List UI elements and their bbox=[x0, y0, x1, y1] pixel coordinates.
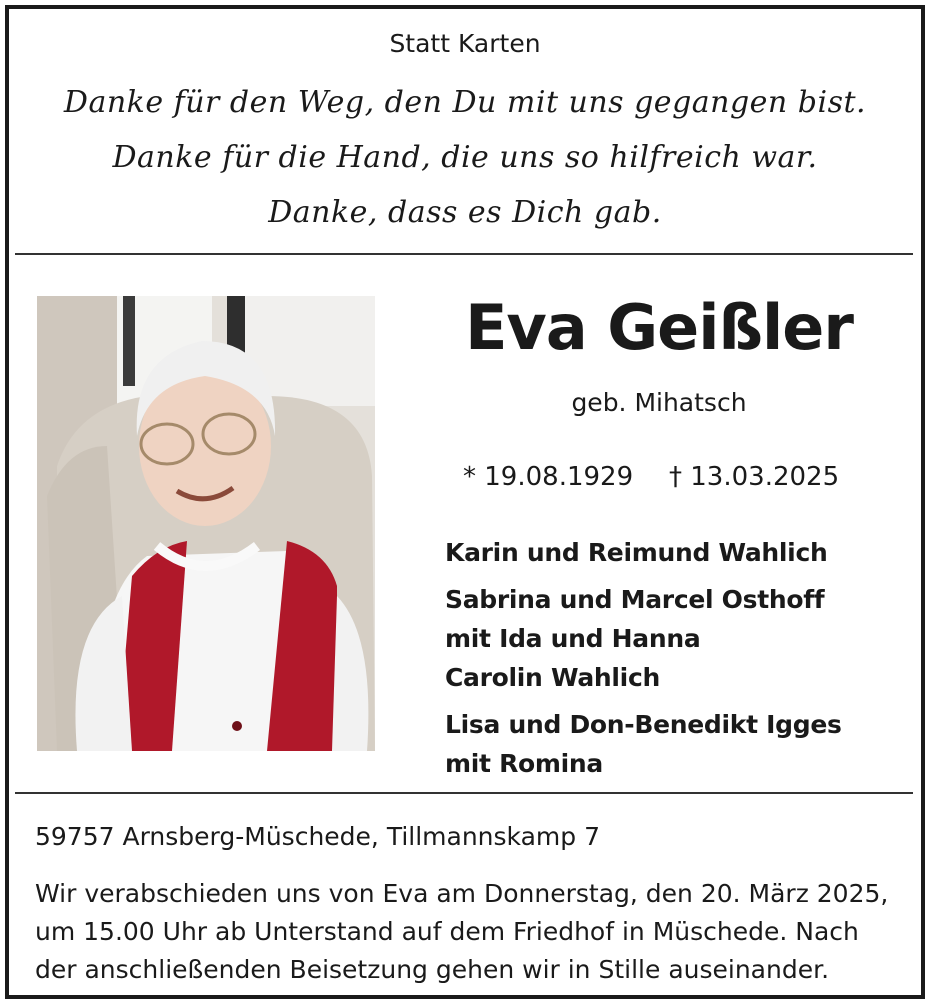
family-address: 59757 Arnsberg-Müschede, Tillmannskamp 7 bbox=[35, 822, 600, 851]
maiden-name: geb. Mihatsch bbox=[571, 388, 747, 417]
notice-line-2: um 15.00 Uhr ab Unterstand auf dem Friedhof in Müschede. Nach bbox=[35, 917, 859, 946]
divider-top bbox=[15, 253, 913, 255]
notice-line-1: Wir verabschieden uns von Eva am Donnerstag, den 20. März 2025, bbox=[35, 879, 889, 908]
family-member-4-children: mit Romina bbox=[445, 749, 603, 778]
portrait-photo bbox=[37, 296, 375, 751]
deceased-name: Eva Geißler bbox=[465, 291, 853, 364]
family-member-3: Carolin Wahlich bbox=[445, 663, 660, 692]
birth-date: * 19.08.1929 bbox=[463, 462, 634, 492]
divider-bottom bbox=[15, 792, 913, 794]
poem-line-3: Danke, dass es Dich gab. bbox=[268, 195, 662, 230]
notice-line-3: der anschließenden Beisetzung gehen wir in Stille auseinander. bbox=[35, 955, 830, 984]
funeral-notice bbox=[35, 875, 905, 989]
header-label: Statt Karten bbox=[389, 29, 541, 58]
family-member-2-children: mit Ida und Hanna bbox=[445, 624, 701, 653]
poem-line-1: Danke für den Weg, den Du mit uns gegangen bist. bbox=[63, 85, 867, 120]
death-date: † 13.03.2025 bbox=[669, 462, 840, 492]
family-member-4: Lisa und Don-Benedikt Igges bbox=[445, 710, 842, 739]
family-member-2: Sabrina und Marcel Osthoff bbox=[445, 585, 825, 614]
obituary-card bbox=[5, 5, 925, 999]
family-member-1: Karin und Reimund Wahlich bbox=[445, 538, 828, 567]
poem-line-2: Danke für die Hand, die uns so hilfreich war. bbox=[112, 140, 818, 175]
